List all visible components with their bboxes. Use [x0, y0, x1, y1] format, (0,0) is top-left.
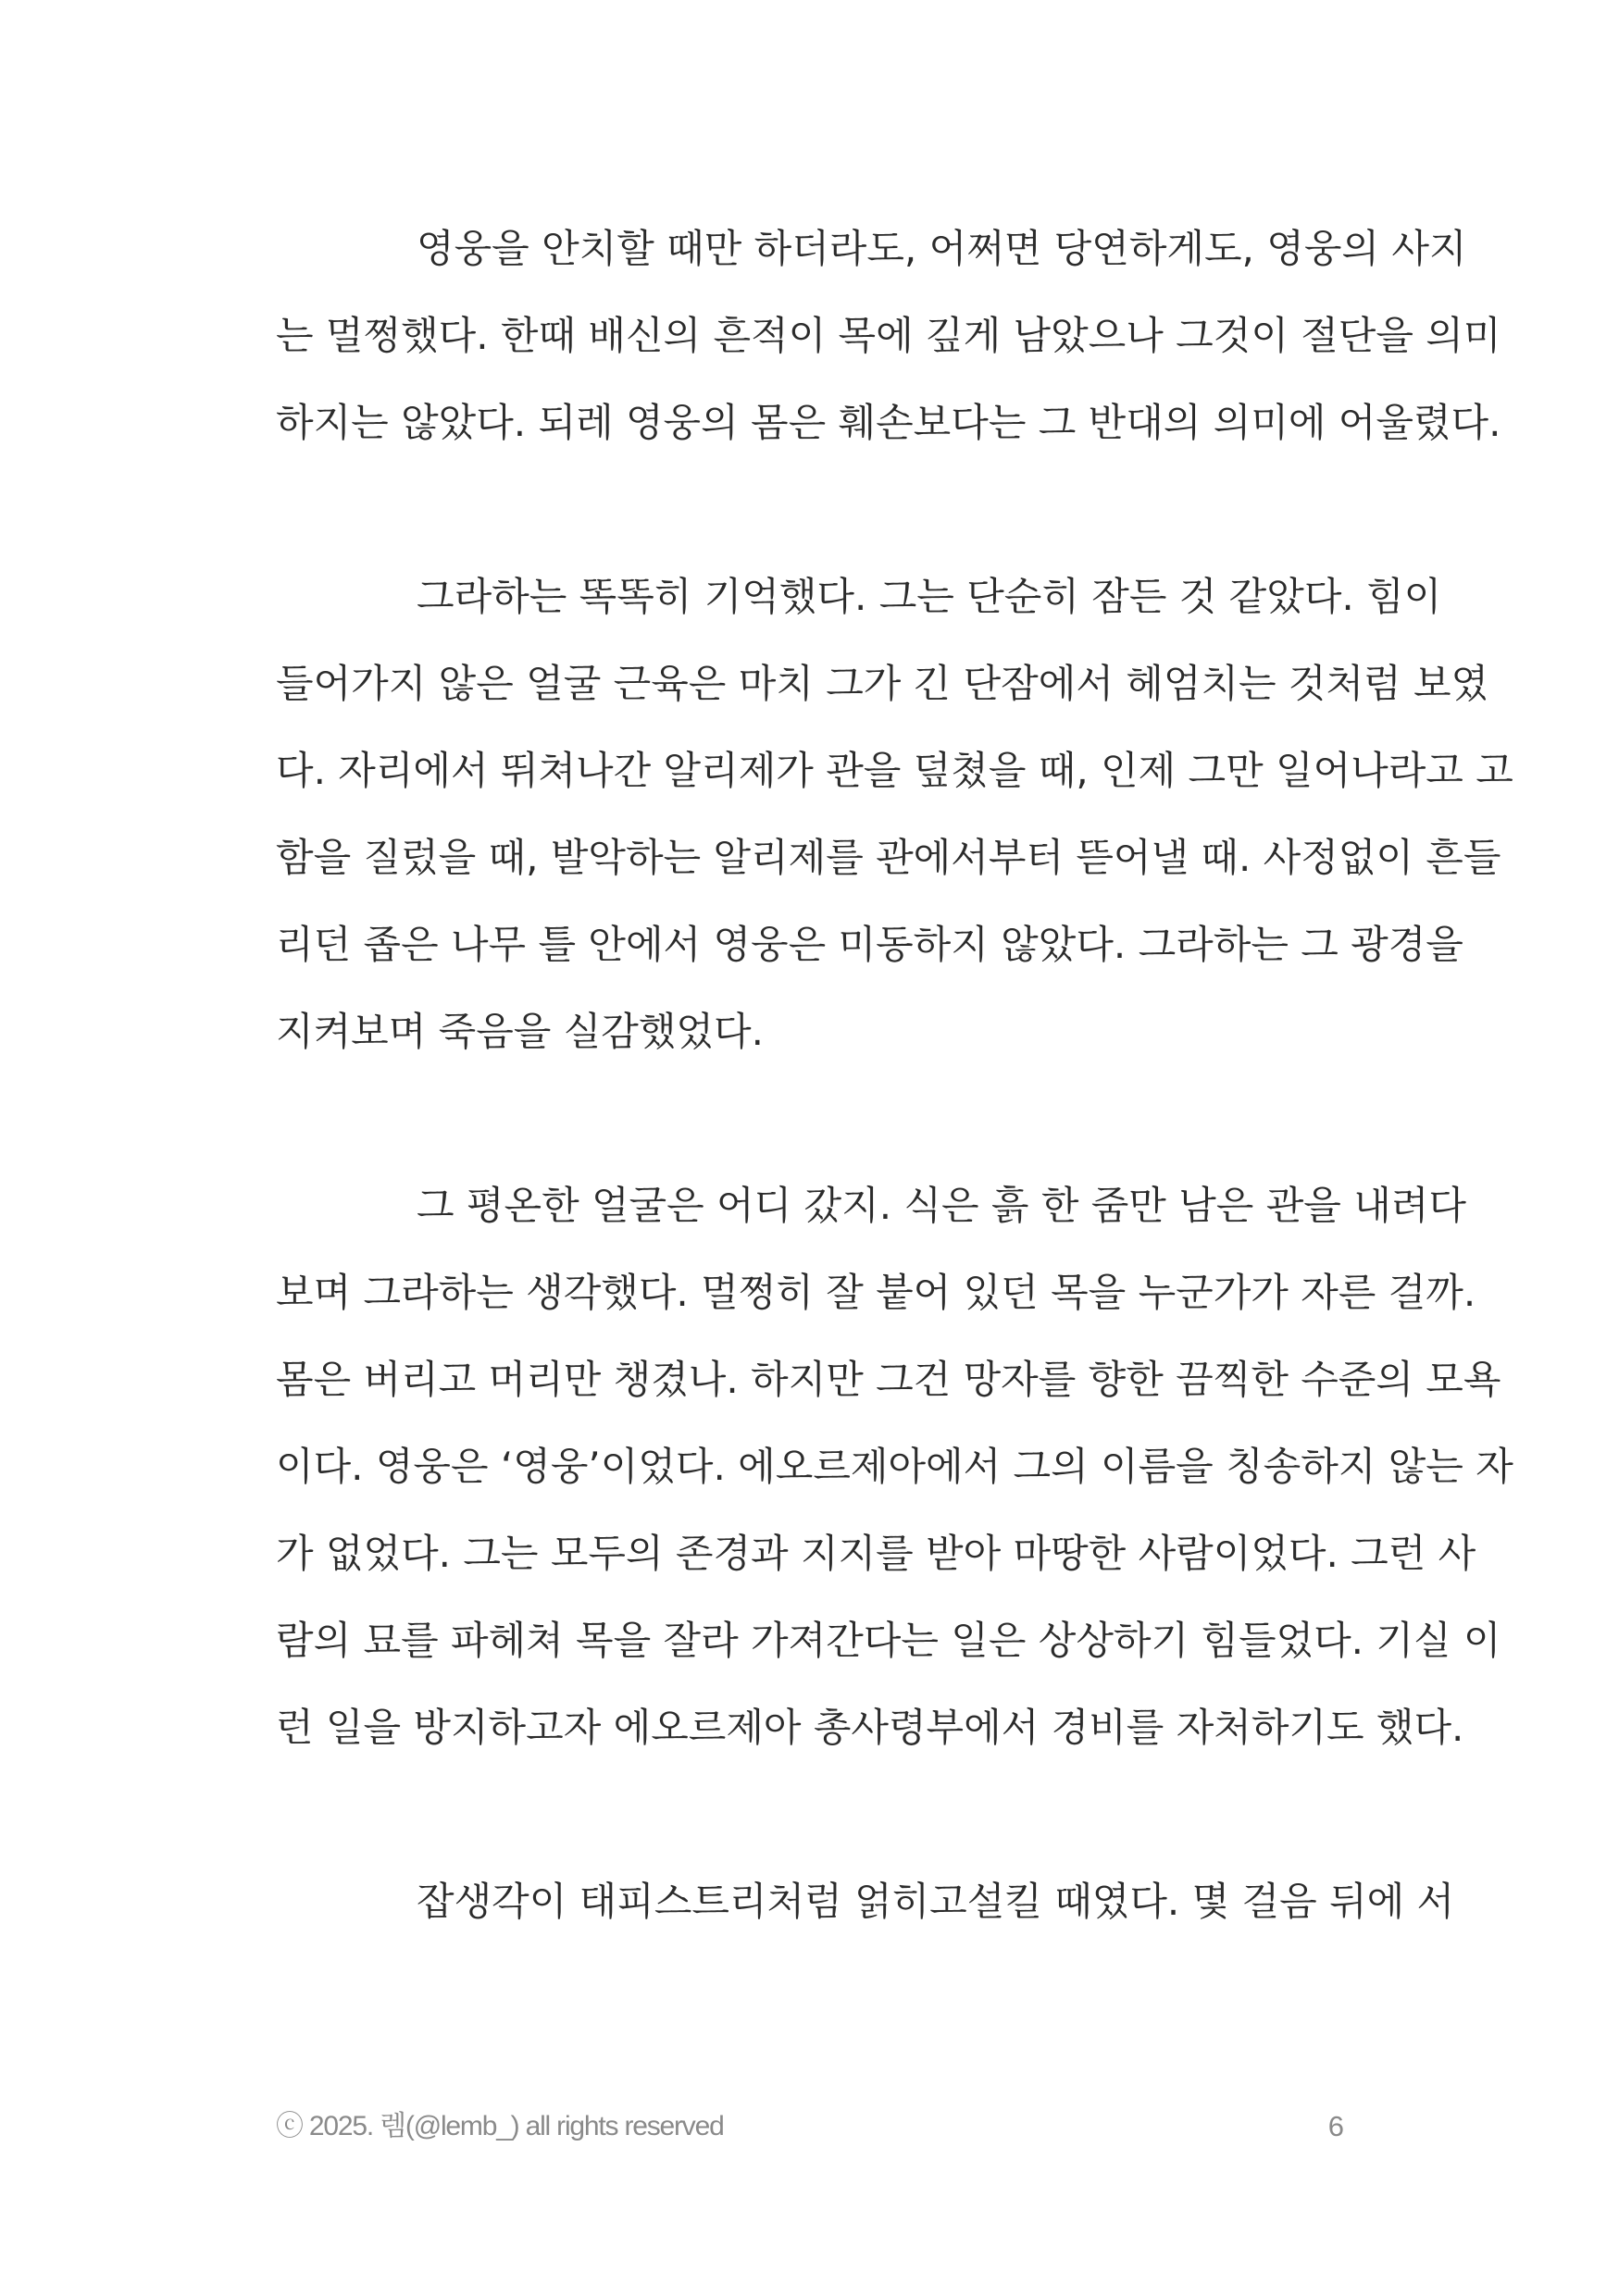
text-line: 는 멀쩡했다. 한때 배신의 흔적이 목에 깊게 남았으나 그것이 절단을 의미 — [276, 313, 1501, 358]
text-line: 가 없었다. 그는 모두의 존경과 지지를 받아 마땅한 사람이었다. 그런 사 — [276, 1531, 1476, 1576]
text-line: 람의 묘를 파헤쳐 목을 잘라 가져간다는 일은 상상하기 힘들었다. 기실 이 — [276, 1618, 1501, 1663]
text-line: 들어가지 않은 얼굴 근육은 마치 그가 긴 단잠에서 헤엄치는 것처럼 보였 — [276, 661, 1489, 706]
text-line: 잡생각이 태피스트리처럼 얽히고설킬 때였다. 몇 걸음 뒤에 서 — [417, 1879, 1455, 1924]
text-line: 함을 질렀을 때, 발악하는 알리제를 관에서부터 뜯어낼 때. 사정없이 흔들 — [276, 835, 1501, 880]
text-line: 몸은 버리고 머리만 챙겼나. 하지만 그건 망자를 향한 끔찍한 수준의 모욕 — [276, 1357, 1501, 1402]
copyright-notice: ⓒ 2025. 렘(@lemb_) all rights reserved — [276, 2111, 724, 2141]
page-number: 6 — [1327, 2110, 1344, 2142]
text-line: 다. 자리에서 뛰쳐나간 알리제가 관을 덮쳤을 때, 인제 그만 일어나라고 고 — [276, 748, 1513, 793]
text-line: 지켜보며 죽음을 실감했었다. — [276, 1009, 764, 1054]
text-line: 하지는 않았다. 되레 영웅의 몸은 훼손보다는 그 반대의 의미에 어울렸다. — [276, 400, 1501, 445]
text-line: 보며 그라하는 생각했다. 멀쩡히 잘 붙어 있던 목을 누군가가 자른 걸까. — [276, 1270, 1476, 1315]
text-line: 영웅을 안치할 때만 하더라도, 어쩌면 당연하게도, 영웅의 사지 — [417, 226, 1467, 271]
text-line: 이다. 영웅은 ‘영웅’이었다. 에오르제아에서 그의 이름을 칭송하지 않는 자 — [276, 1444, 1513, 1489]
page-footer — [276, 2108, 1344, 2145]
text-line: 런 일을 방지하고자 에오르제아 총사령부에서 경비를 자처하기도 했다. — [276, 1705, 1464, 1750]
paragraph-1 — [276, 205, 1501, 466]
body-text — [276, 205, 1513, 2032]
text-line: 그 평온한 얼굴은 어디 갔지. 식은 흙 한 줌만 남은 관을 내려다 — [417, 1183, 1466, 1228]
paragraph-3 — [276, 1162, 1513, 1771]
text-line: 리던 좁은 나무 틀 안에서 영웅은 미동하지 않았다. 그라하는 그 광경을 — [276, 922, 1463, 967]
paragraph-2 — [276, 553, 1513, 1075]
paragraph-4 — [276, 1858, 1455, 1945]
text-line: 그라하는 똑똑히 기억했다. 그는 단순히 잠든 것 같았다. 힘이 — [417, 574, 1442, 619]
